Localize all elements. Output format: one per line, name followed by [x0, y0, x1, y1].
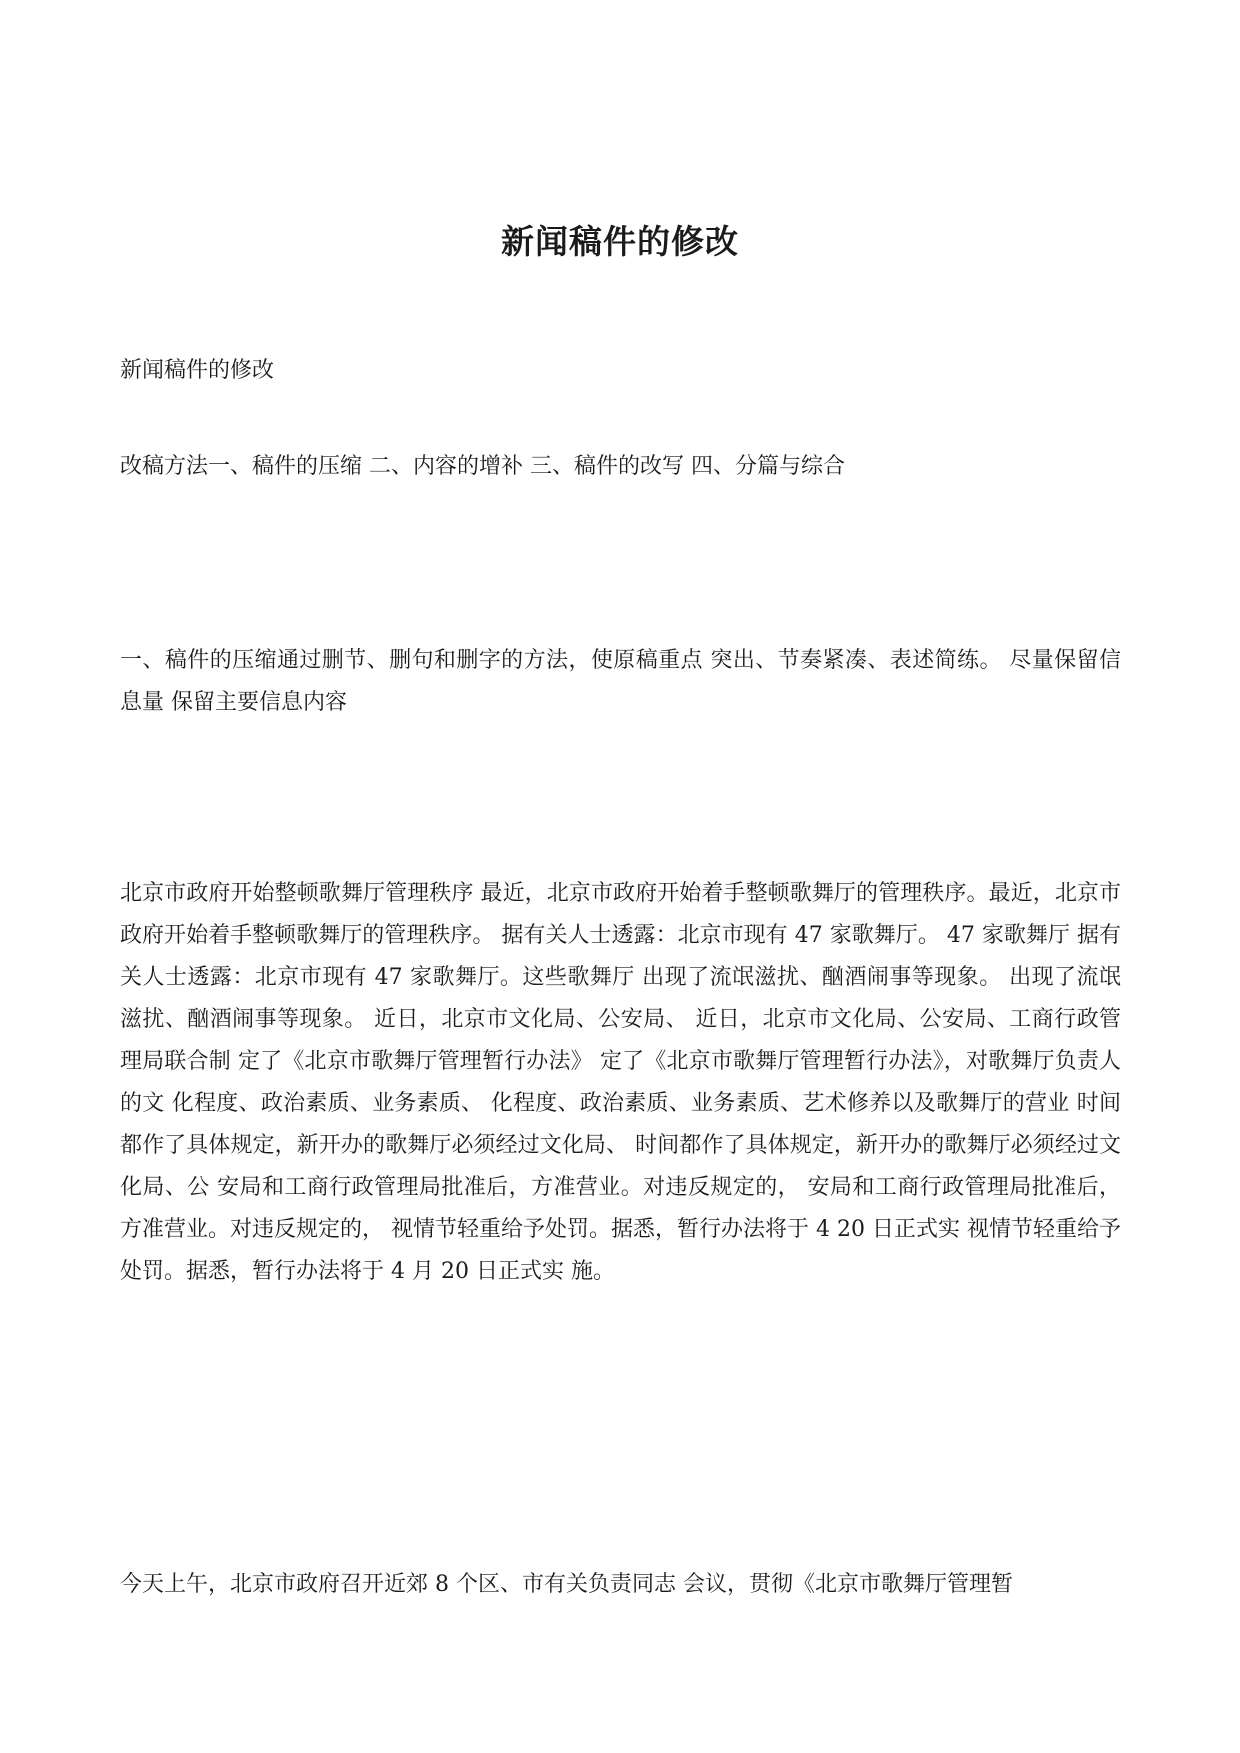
- paragraph-subtitle: 新闻稿件的修改: [120, 358, 275, 383]
- document-title: 新闻稿件的修改: [501, 222, 739, 261]
- paragraph-editing-methods: 改稿方法一、稿件的压缩 二、内容的增补 三、稿件的改写 四、分篇与综合: [120, 454, 845, 479]
- paragraph-continuation: 今天上午，北京市政府召开近郊 8 个区、市有关负责同志 会议，贯彻《北京市歌舞厅管理暂: [120, 1572, 1013, 1597]
- paragraph-example-article: 北京市政府开始整顿歌舞厅管理秩序 最近，北京市政府开始着手整顿歌舞厅的管理秩序。最近，北京市政府开始着手整顿歌舞厅的管理秩序。 据有关人士透露：北京市现有 47 家歌舞厅。 47 家歌舞厅 据有关人士透露：北京市现有 47 家歌舞厅。这些歌舞厅 出现了流氓滋扰、酗酒闹事等现象。 出现了流氓滋扰、酗酒闹事等现象。 近日，北京市文化局、公安局、 近日，北京市文化局、公安局、工商行政管理局联合制 定了《北京市歌舞厅管理暂行办法》 定了《北京市歌舞厅管理暂行办法》，对歌舞厅负责人的文 化程度、政治素质、业务素质、 化程度、政治素质、业务素质、艺术修养以及歌舞厅的营业 时间都作了具体规定，新开办的歌舞厅必须经过文化局、 时间都作了具体规定，新开办的歌舞厅必须经过文化局、公 安局和工商行政管理局批准后，方准营业。对违反规定的， 安局和工商行政管理局批准后，方准营业。对违反规定的， 视情节轻重给予处罚。据悉，暂行办法将于 4 20 日正式实 视情节轻重给予处罚。据悉，暂行办法将于 4 月 20 日正式实 施。: [120, 881, 1121, 1284]
- paragraph-compression: 一、稿件的压缩通过删节、删句和删字的方法，使原稿重点 突出、节奏紧凑、表述简练。 尽量保留信息量 保留主要信息内容: [120, 648, 1121, 715]
